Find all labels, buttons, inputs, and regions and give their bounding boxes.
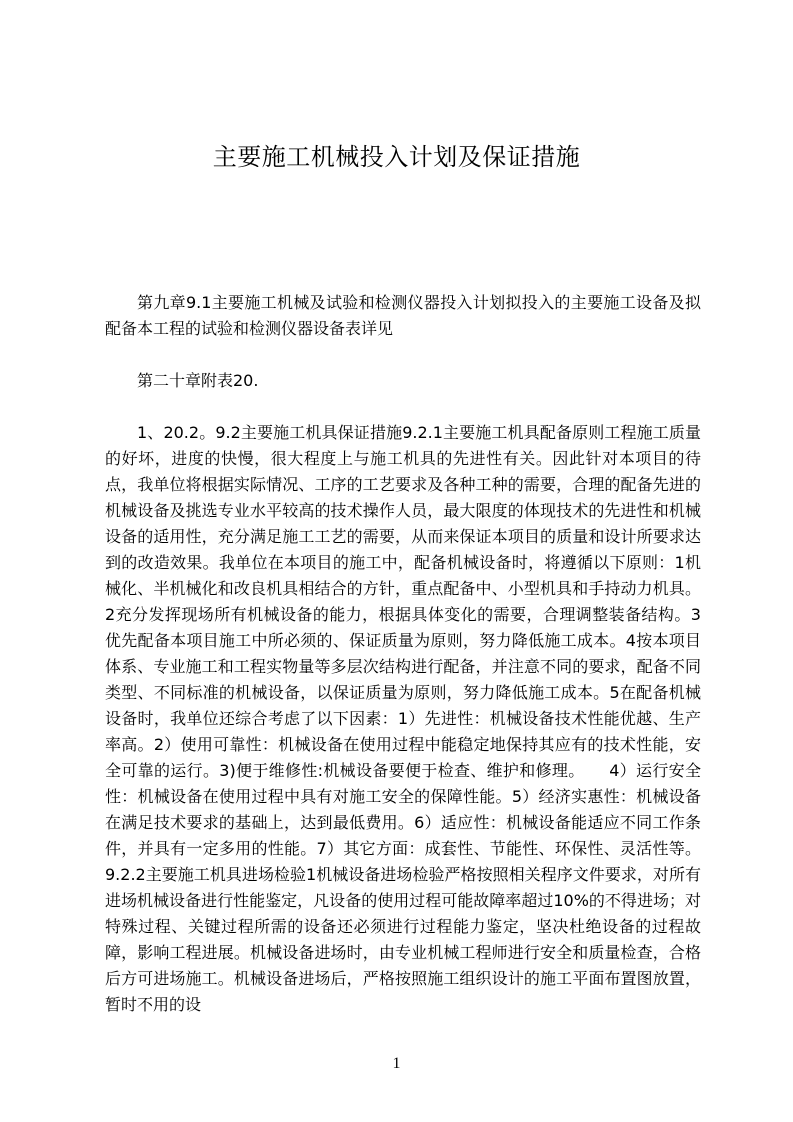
document-title: 主要施工机械投入计划及保证措施 (212, 143, 581, 171)
paragraph-chapter-20: 第二十章附表20. (137, 371, 259, 390)
paragraph-chapter-9: 第九章9.1主要施工机械及试验和检测仪器投入计划拟投入的主要施工设备及拟配备本工程的试验和检测仪器设备表详见 (105, 293, 701, 338)
page-number: 1 (392, 1055, 401, 1072)
paragraph-main-body: 1、20.2。9.2主要施工机具保证措施9.2.1主要施工机具配备原则工程施工质量的好坏，进度的快慢，很大程度上与施工机具的先进性有关。因此针对本项目的待点，我单位将根据实际情况、工序的工艺要求及各种工种的需要，合理的配备先进的机械设备及挑选专业水平较高的技术操作人员，最大限度的体现技术的先进性和机械设备的适用性，充分满足施工工艺的需要，从而来保证本项目的质量和设计所要求达到的改造效果。我单位在本项目的施工中，配备机械设备时，将遵循以下原则：1机械化、半机械化和改良机具相结合的方针，重点配备中、小型机具和手持动力机具。2充分发挥现场所有机械设备的能力，根据具体变化的需要，合理调整装备结构。3优先配备本项目施工中所必须的、保证质量为原则，努力降低施工成本。4按本项目体系、专业施工和工程实物量等多层次结构进行配备，并注意不同的要求，配备不同类型、不同标准的机械设备，以保证质量为原则，努力降低施工成本。5在配备机械设备时，我单位还综合考虑了以下因素：1）先进性：机械设备技术性能优越、生产率高。2）使用可靠性：机械设备在使用过程中能稳定地保持其应有的技术性能，安全可靠的运行。3)便于维修性:机械设备要便于检查、维护和修理。 4）运行安全性：机械设备在使用过程中具有对施工安全的保障性能。5）经济实惠性：机械设备在满足技术要求的基础上，达到最低费用。6）适应性：机械设备能适应不同工作条件，并具有一定多用的性能。7）其它方面：成套性、节能性、环保性、灵活性等。9.2.2主要施工机具进场检验1机械设备进场检验严格按照相关程序文件要求，对所有进场机械设备进行性能鉴定，凡设备的使用过程可能故障率超过10%的不得进场；对特殊过程、关键过程所需的设备还必须进行过程能力鉴定，坚决杜绝设备的过程故障，影响工程进展。机械设备进场时，由专业机械工程师进行安全和质量检查，合格后方可进场施工。机械设备进场后，严格按照施工组织设计的施工平面布置图放置，暂时不用的设 (105, 423, 701, 1014)
